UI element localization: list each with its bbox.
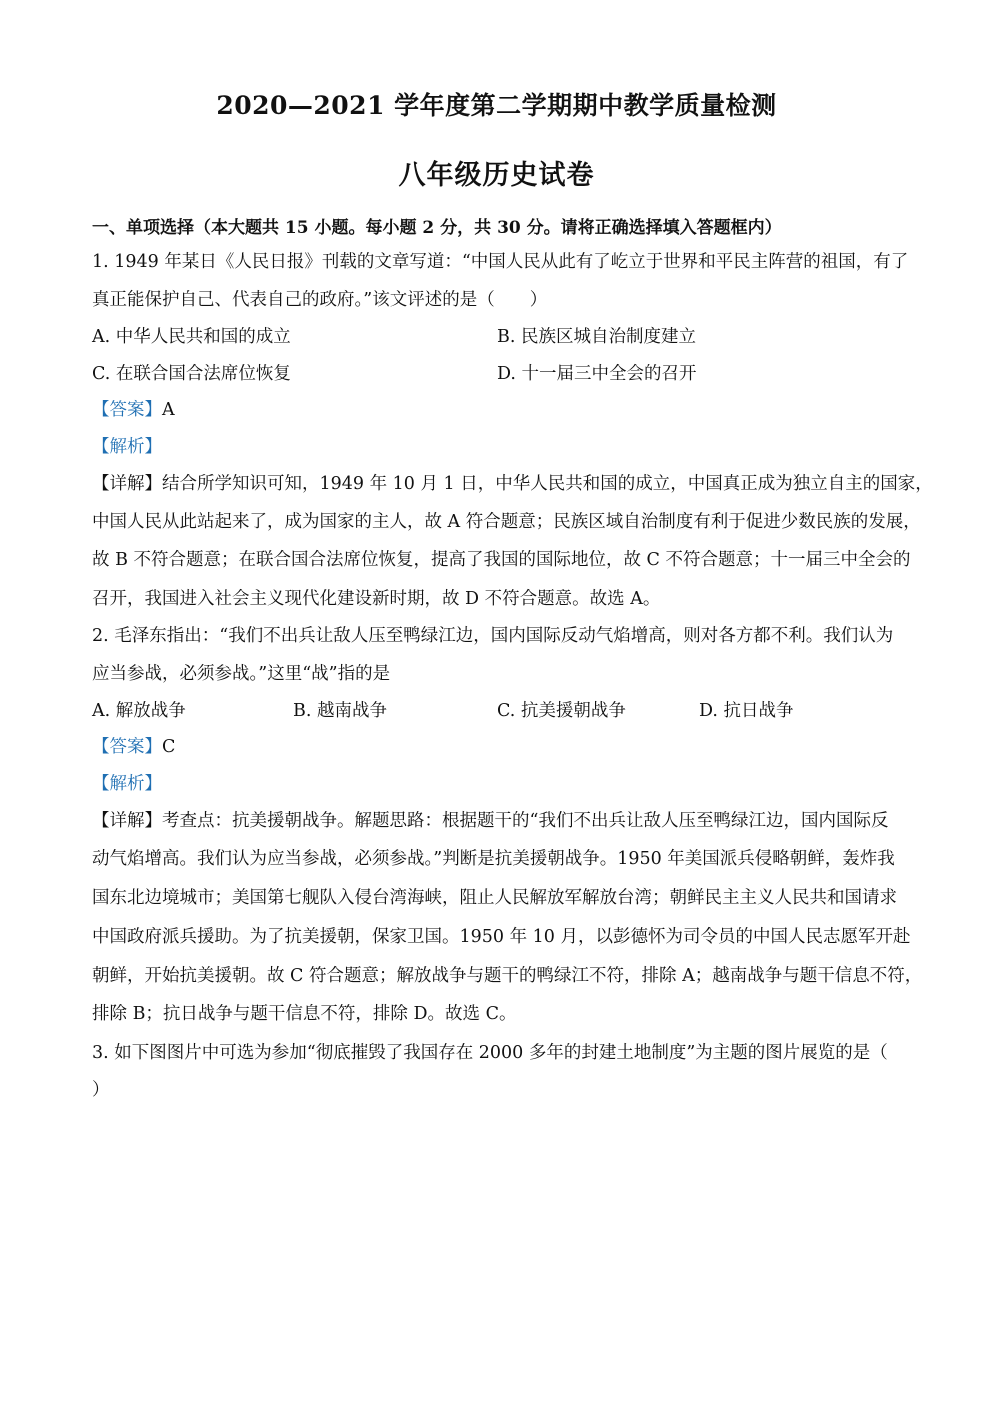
- q2-option-b: B. 越南战争: [293, 701, 387, 721]
- q2-detail-line1: [92, 809, 888, 833]
- q3-stem-line1: 3. 如下图图片中可选为参加“彻底摧毁了我国存在 2000 多年的封建土地制度”为主题的图片展览的是（: [92, 1043, 888, 1063]
- q1-detail-line1: [92, 472, 933, 496]
- q1-answer: A: [162, 400, 175, 420]
- answer-label: 【答案】: [92, 737, 162, 757]
- q3-stem-line2: ）: [92, 1080, 110, 1100]
- q2-analysis-row: [92, 772, 162, 796]
- q2-answer: C: [162, 737, 176, 757]
- q1-detail-text1: 结合所学知识可知，1949 年 10 月 1 日，中华人民共和国的成立，中国真正成为独立自主的国家，: [162, 474, 933, 494]
- q1-answer-row: [92, 398, 175, 422]
- analysis-label: 【解析】: [92, 774, 162, 794]
- analysis-label: 【解析】: [92, 437, 162, 457]
- answer-label: 【答案】: [92, 400, 162, 420]
- q2-stem-line2: 应当参战，必须参战。”这里“战”指的是: [92, 664, 391, 684]
- q1-analysis-row: [92, 435, 162, 459]
- q1-option-a: A. 中华人民共和国的成立: [92, 327, 291, 347]
- q2-option-a: A. 解放战争: [92, 701, 186, 721]
- page-title: 2020—2021 学年度第二学期期中教学质量检测: [216, 91, 777, 120]
- q2-option-c: C. 抗美援朝战争: [497, 701, 626, 721]
- q1-stem-line1: 1. 1949 年某日《人民日报》刊载的文章写道：“中国人民从此有了屹立于世界和平民主阵营的祖国，有了: [92, 252, 909, 272]
- q1-detail-line4: 召开，我国进入社会主义现代化建设新时期，故 D 不符合题意。故选 A。: [92, 589, 661, 609]
- q1-detail-line3: 故 B 不符合题意；在联合国合法席位恢复，提高了我国的国际地位，故 C 不符合题意；十一届三中全会的: [92, 550, 911, 570]
- q2-detail-text1: 考查点：抗美援朝战争。解题思路：根据题干的“我们不出兵让敌人压至鸭绿江边，国内国际反: [162, 811, 889, 831]
- q2-detail-line6: 排除 B；抗日战争与题干信息不符，排除 D。故选 C。: [92, 1004, 517, 1024]
- q2-answer-row: [92, 735, 175, 759]
- q2-detail-line4: 中国政府派兵援助。为了抗美援朝，保家卫国。1950 年 10 月，以彭德怀为司令员的中国人民志愿军开赴: [92, 927, 911, 947]
- q1-option-b: B. 民族区城自治制度建立: [497, 327, 696, 347]
- page-subtitle: 八年级历史试卷: [398, 160, 595, 191]
- q2-option-d: D. 抗日战争: [699, 701, 794, 721]
- q2-stem-line1: 2. 毛泽东指出：“我们不出兵让敌人压至鸭绿江边，国内国际反动气焰增高，则对各方都不利。我们认为: [92, 626, 894, 646]
- detail-label: 【详解】: [92, 474, 162, 494]
- section-header: 一、单项选择（本大题共 15 小题。每小题 2 分，共 30 分。请将正确选择填入答题框内）: [92, 218, 782, 238]
- detail-label: 【详解】: [92, 811, 162, 831]
- q1-option-d: D. 十一届三中全会的召开: [497, 364, 697, 384]
- q1-option-c: C. 在联合国合法席位恢复: [92, 364, 291, 384]
- q1-stem-line2: 真正能保护自己、代表自己的政府。”该文评述的是（ ）: [92, 290, 548, 310]
- q2-detail-line3: 国东北边境城市；美国第七舰队入侵台湾海峡，阻止人民解放军解放台湾；朝鲜民主主义人民共和国请求: [92, 888, 897, 908]
- q1-detail-line2: 中国人民从此站起来了，成为国家的主人，故 A 符合题意；民族区域自治制度有利于促进少数民族的发展，: [92, 512, 921, 532]
- q2-detail-line5: 朝鲜，开始抗美援朝。故 C 符合题意；解放战争与题干的鸭绿江不符，排除 A；越南战争与题干信息不符，: [92, 966, 923, 986]
- q2-detail-line2: 动气焰增高。我们认为应当参战，必须参战。”判断是抗美援朝战争。1950 年美国派兵侵略朝鲜，轰炸我: [92, 849, 895, 869]
